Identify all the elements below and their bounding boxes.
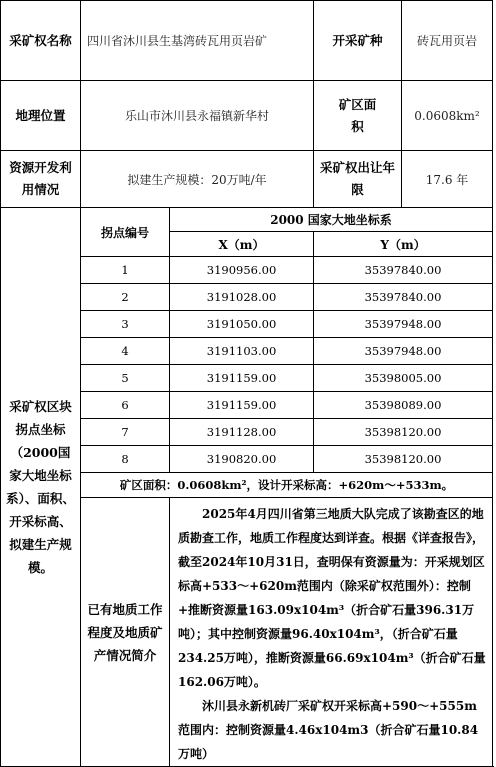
usage-value: 拟建生产规模：20万吨/年 [81,151,314,208]
area-label: 矿区面积 [314,81,402,151]
x-header: X（m） [170,232,314,257]
point-y: 35398005.00 [314,365,493,392]
row-resource-usage [1,151,493,208]
point-x: 3190820.00 [170,446,314,473]
geology-paragraph-1: 2025年4月四川省第三地质大队完成了该勘查区的地质勘查工作，地质工作程度达到详查。根据《详查报告》，截至2024年10月31日，查明保有资源量为：开采规划区标高+533～+620m范围内（除采矿权范围外）：控制+推断资源量163.09x104m³（折合矿石量396.31万吨）；其中控制资源量96.40x104m³，（折合矿石量234.25万吨），推断资源量66.69x104m³（折合矿石量162.06万吨）。 [178,507,486,689]
point-y: 35397840.00 [314,284,493,311]
point-number: 7 [81,419,170,446]
point-x: 3191028.00 [170,284,314,311]
mineral-label: 开采矿种 [314,1,402,81]
name-value: 四川省沐川县生基湾砖瓦用页岩矿 [81,1,314,81]
point-y: 35397948.00 [314,311,493,338]
point-x: 3191159.00 [170,365,314,392]
point-x: 3191159.00 [170,392,314,419]
point-number: 2 [81,284,170,311]
point-number: 3 [81,311,170,338]
point-number: 6 [81,392,170,419]
area-value: 0.0608km² [402,81,493,151]
point-number: 5 [81,365,170,392]
point-number: 1 [81,257,170,284]
term-label: 采矿权出让年限 [314,151,402,208]
row-location [1,81,493,151]
point-y: 35397948.00 [314,338,493,365]
point-y: 35398089.00 [314,392,493,419]
row-mining-right-name [1,1,493,81]
coord-system-title: 2000 国家大地坐标系 [170,208,493,232]
geology-paragraph-2: 沐川县永新机砖厂采矿权开采标高+590～+555m范围内：控制资源量4.46x104m3（折合矿石量10.84万吨） [178,699,479,761]
row-coord-system [1,208,493,232]
mineral-value: 砖瓦用页岩 [402,1,493,81]
point-x: 3191103.00 [170,338,314,365]
point-number-header: 拐点编号 [81,208,170,257]
y-header: Y（m） [314,232,493,257]
coords-side-label: 采矿权区块拐点坐标（2000国家大地坐标系）、面积、开采标高、拟建生产规模。 [1,208,81,767]
point-y: 35397840.00 [314,257,493,284]
name-label: 采矿权名称 [1,1,81,81]
point-y: 35398120.00 [314,419,493,446]
point-x: 3191128.00 [170,419,314,446]
term-value: 17.6 年 [402,151,493,208]
geology-description [170,498,493,767]
geology-side-label: 已有地质工作程度及地质矿产情况简介 [81,498,170,767]
point-x: 3190956.00 [170,257,314,284]
point-number: 8 [81,446,170,473]
location-label: 地理位置 [1,81,81,151]
usage-label: 资源开发利用情况 [1,151,81,208]
point-number: 4 [81,338,170,365]
point-x: 3191050.00 [170,311,314,338]
point-y: 35398120.00 [314,446,493,473]
location-value: 乐山市沐川县永福镇新华村 [81,81,314,151]
area-summary: 矿区面积：0.0608km²，设计开采标高：+620m～+533m。 [81,473,493,498]
